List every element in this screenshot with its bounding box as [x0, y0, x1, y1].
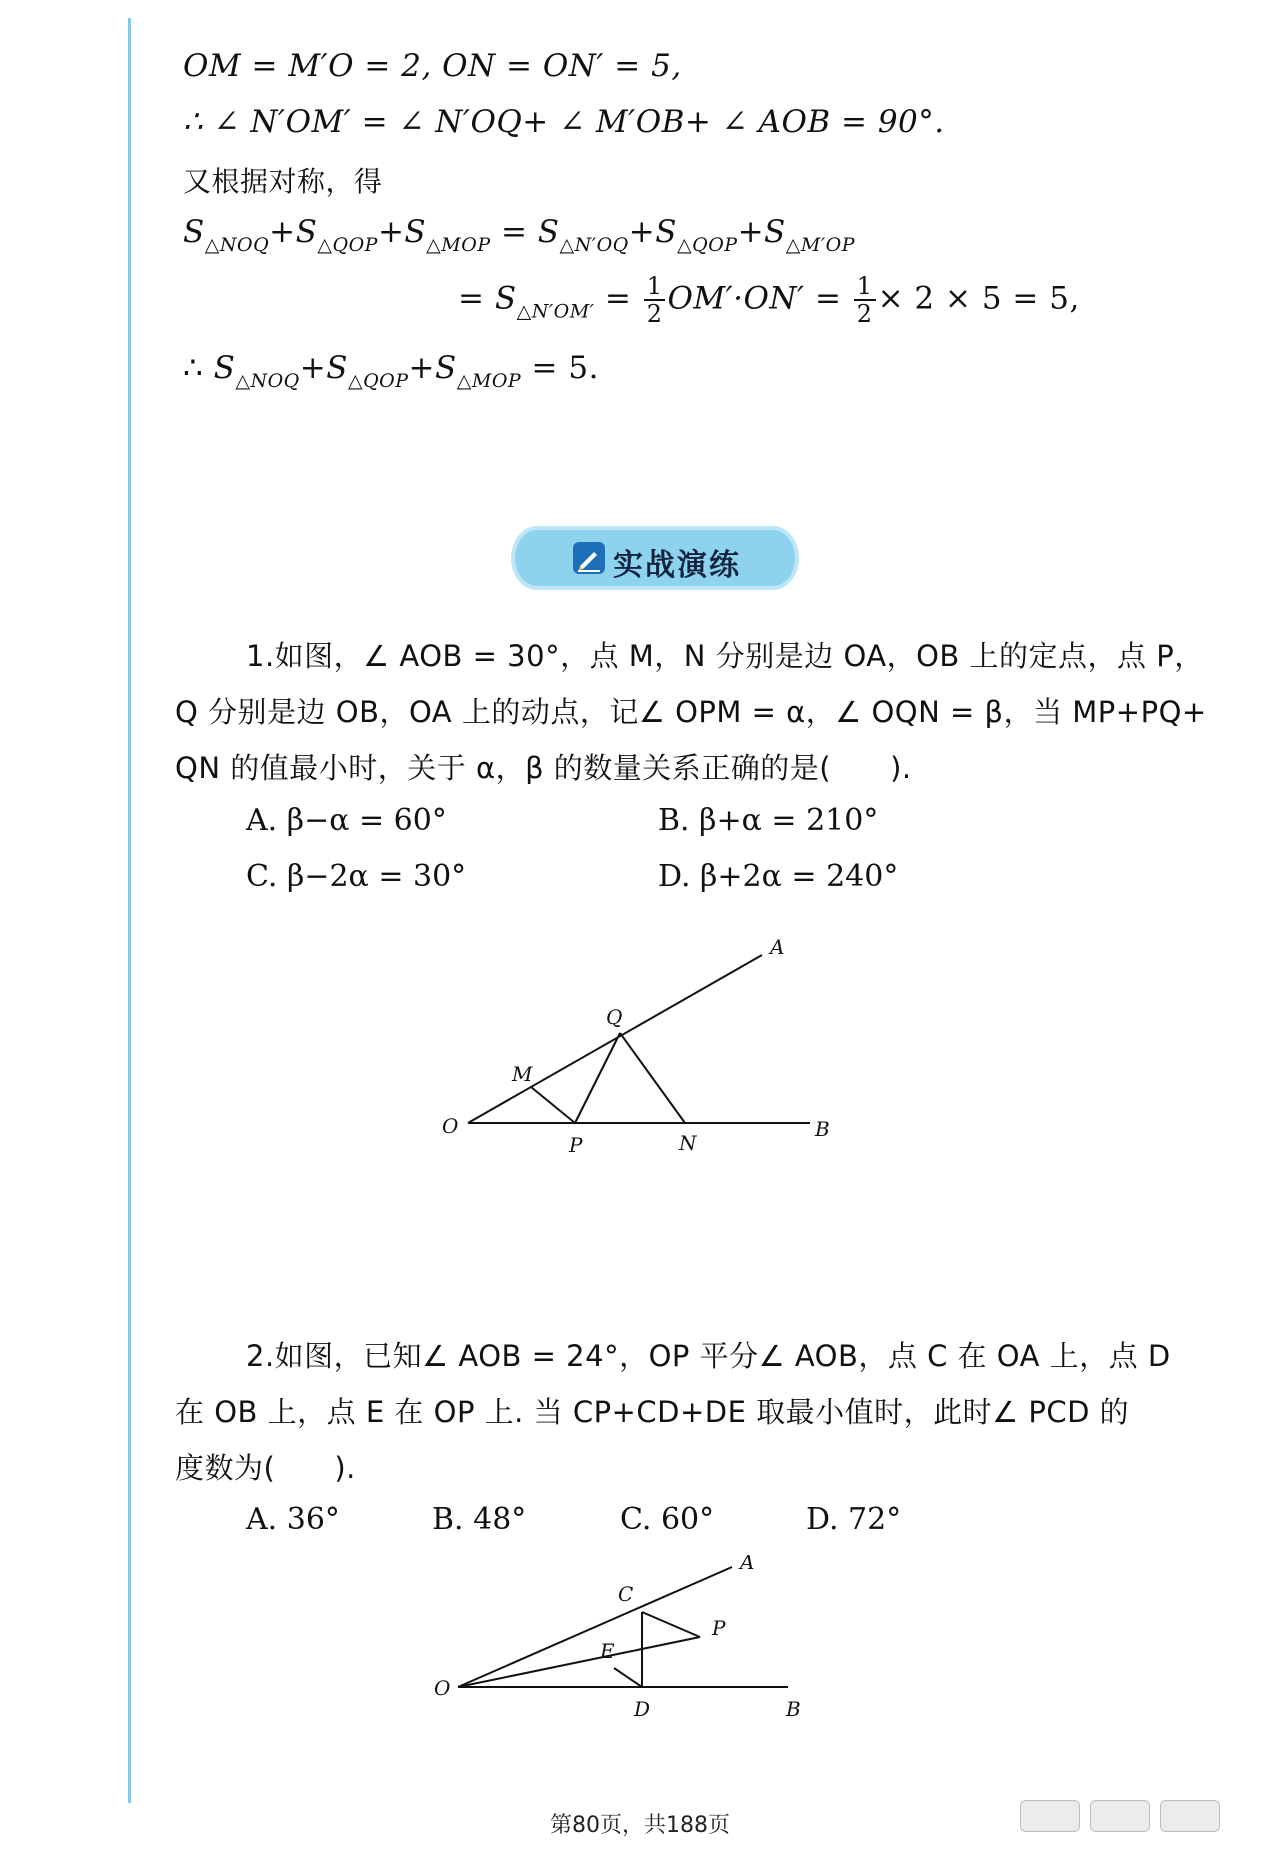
q2-option-c[interactable]: C. 60°: [620, 1502, 715, 1537]
q1-text-line-2: Q 分别是边 OB，OA 上的动点，记∠ OPM = α，∠ OQN = β，当 MP+PQ+: [175, 695, 1207, 729]
label-p: P: [569, 1133, 583, 1157]
q2-option-d[interactable]: D. 72°: [806, 1502, 902, 1537]
q2-text-line-3: 度数为( ).: [175, 1451, 356, 1485]
label-d: D: [634, 1697, 651, 1721]
segment-mp: [531, 1087, 575, 1123]
q2-option-a[interactable]: A. 36°: [246, 1502, 340, 1537]
solution-line-3: 又根据对称，得: [183, 165, 383, 198]
page-margin-line: [128, 18, 131, 1803]
label-b: B: [786, 1697, 801, 1721]
q1-option-b[interactable]: B. β+α = 210°: [658, 803, 879, 838]
solution-line-1: OM = M′O = 2, ON = ON′ = 5,: [183, 48, 682, 84]
solution-line-5: = $S_{\triangle N'OM'}$ = $\frac{1}{2}$ OM′·ON′ = $\frac{1}{2}$ × 2 × 5 = 5,: [458, 272, 1080, 328]
label-q: Q: [606, 1005, 623, 1029]
q2-option-b[interactable]: B. 48°: [432, 1502, 527, 1537]
segment-qn: [620, 1033, 685, 1123]
pencil-icon: [573, 542, 605, 574]
ray-oa: [468, 955, 762, 1123]
label-c: C: [618, 1582, 634, 1606]
label-a: A: [770, 935, 785, 959]
viewer-control-button[interactable]: [1020, 1800, 1080, 1832]
q2-text-line-1: 2.如图，已知∠ AOB = 24°，OP 平分∠ AOB，点 C 在 OA 上，点 D: [246, 1339, 1171, 1373]
viewer-control-button[interactable]: [1160, 1800, 1220, 1832]
page-number-footer: 第80页，共188页: [550, 1813, 730, 1838]
label-n: N: [679, 1131, 697, 1155]
fraction-half: $\frac{1}{2}$: [854, 274, 876, 326]
q1-option-d[interactable]: D. β+2α = 240°: [658, 859, 899, 894]
solution-line-6: ∴ $S_{\triangle NOQ}+S_{\triangle QOP}+S_{\triangle MOP} = 5$.: [183, 350, 599, 392]
solution-line-2: ∴ ∠ N′OM′ = ∠ N′OQ+ ∠ M′OB+ ∠ AOB = 90°.: [183, 104, 945, 140]
ray-op: [458, 1637, 700, 1687]
q2-geometry-figure: [420, 1555, 820, 1745]
label-a: A: [740, 1555, 755, 1574]
q1-text-line-3: QN 的值最小时，关于 α，β 的数量关系正确的是( ).: [175, 751, 912, 785]
label-b: B: [815, 1117, 830, 1141]
label-o: O: [434, 1676, 451, 1700]
viewer-control-button[interactable]: [1090, 1800, 1150, 1832]
solution-line-4: $S_{\triangle NOQ}+S_{\triangle QOP}+S_{\triangle MOP} = S_{\triangle N'OQ}+S_{\triangle QOP}+S_{\triangle M'OP}$: [183, 214, 856, 256]
label-o: O: [442, 1114, 459, 1138]
segment-cp: [642, 1612, 700, 1637]
q1-text-line-1: 1.如图，∠ AOB = 30°，点 M，N 分别是边 OA，OB 上的定点，点 P，: [246, 639, 1204, 673]
banner-title: 实战演练: [613, 548, 741, 583]
label-p: P: [712, 1616, 726, 1640]
q1-geometry-figure: [420, 930, 850, 1170]
label-e: E: [600, 1639, 615, 1663]
segment-de: [614, 1668, 642, 1687]
q1-option-a[interactable]: A. β−α = 60°: [246, 803, 447, 838]
fraction-half: $\frac{1}{2}$: [644, 274, 666, 326]
q2-text-line-2: 在 OB 上，点 E 在 OP 上. 当 CP+CD+DE 取最小值时，此时∠ PCD 的: [175, 1395, 1130, 1429]
q1-option-c[interactable]: C. β−2α = 30°: [246, 859, 467, 894]
section-banner: [515, 530, 795, 586]
label-m: M: [512, 1062, 533, 1086]
segment-pq: [575, 1033, 620, 1123]
ray-oa: [458, 1567, 732, 1687]
